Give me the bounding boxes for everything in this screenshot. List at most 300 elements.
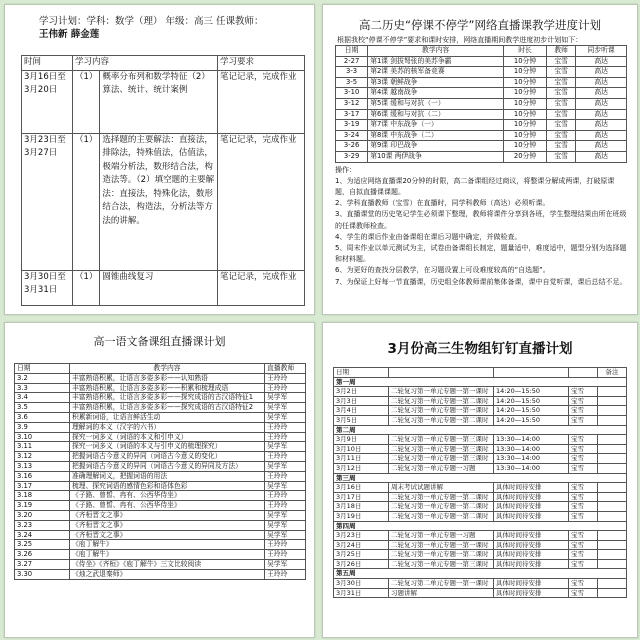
table-row: [336, 88, 627, 99]
date-cell: 3月16日至3月20日: [22, 70, 73, 133]
teacher-cell: 王玲玲: [265, 550, 306, 560]
history-plan-panel: [322, 4, 638, 315]
table-row: [15, 403, 306, 413]
date-cell: 3月30日至3月31日: [22, 270, 73, 305]
date-cell: 3月23日至3月27日: [22, 133, 73, 270]
lesson-cell: 第5课 缓和与对抗（一）: [368, 98, 504, 109]
table-row: [334, 444, 627, 454]
observer-cell: 高达: [576, 141, 627, 152]
table-row: [15, 540, 306, 550]
table-row: [334, 415, 627, 425]
content-cell: 二轮复习第一单元专题一第二课时: [389, 511, 494, 521]
time-cell: 13:30—14:00: [494, 463, 569, 473]
content-cell: 丰富熟语积累，让语言多姿多彩——探究成语的古汉语特征1: [70, 393, 265, 403]
teacher-cell: 宝雪: [569, 435, 598, 445]
math-plan-teachers: 王伟新 薛金莲: [39, 29, 100, 40]
table-row: [336, 141, 627, 152]
col-header: 教学内容: [368, 46, 504, 57]
col-header: 直播教师: [265, 364, 306, 374]
date-cell: 3.19: [15, 501, 70, 511]
date-cell: 3.2: [15, 373, 70, 383]
table-row: [336, 109, 627, 120]
remark-cell: [598, 406, 627, 416]
date-cell: 3.4: [15, 393, 70, 403]
date-cell: 3.24: [15, 530, 70, 540]
remark-cell: [598, 579, 627, 589]
content-cell: 二轮复习第一单元专题一第一课时: [389, 387, 494, 397]
col-header: 教师: [546, 46, 575, 57]
content-cell: 二轮复习第一单元专题一习题: [389, 531, 494, 541]
col-header: 日期: [15, 364, 70, 374]
chinese-plan-table: [14, 363, 306, 580]
date-cell: 3.16: [15, 471, 70, 481]
table-row: [334, 463, 627, 473]
week-label: 第二周: [334, 425, 627, 435]
date-cell: 3月18日: [334, 502, 389, 512]
teacher-cell: 宝雪: [569, 511, 598, 521]
date-cell: 3-19: [336, 120, 368, 131]
lesson-cell: 第3课 朝鲜战争: [368, 77, 504, 88]
remark-cell: [598, 396, 627, 406]
teacher-cell: 宝雪: [569, 454, 598, 464]
table-row: [334, 406, 627, 416]
date-cell: 3.9: [15, 422, 70, 432]
table-row: [334, 511, 627, 521]
content-cell: 探究一词多义（词语的本义与引申义的梳理探究）: [70, 442, 265, 452]
table-row: [334, 483, 627, 493]
teacher-cell: 宝雪: [569, 406, 598, 416]
date-cell: 3月26日: [334, 559, 389, 569]
teacher-cell: 宝雪: [569, 463, 598, 473]
observer-cell: 高达: [576, 67, 627, 78]
duration-cell: 10分钟: [504, 77, 547, 88]
date-cell: 3.5: [15, 403, 70, 413]
lesson-cell: 第6课 缓和与对抗（二）: [368, 109, 504, 120]
table-row: [334, 540, 627, 550]
table-row: [15, 383, 306, 393]
content-cell: 二轮复习第二单元专题一第一课时: [389, 579, 494, 589]
requirement-cell: 笔记记录，完成作业: [218, 133, 305, 270]
teacher-cell: 王玲玲: [265, 432, 306, 442]
date-cell: 3月12日: [334, 463, 389, 473]
date-cell: 3.26: [15, 550, 70, 560]
table-row: [334, 588, 627, 598]
content-cell: 周末考试试题讲解: [389, 483, 494, 493]
content-cell: 二轮复习第一单元专题一第二课时: [389, 502, 494, 512]
table-row: [15, 559, 306, 569]
table-row: [336, 120, 627, 131]
teacher-cell: 宝雪: [569, 396, 598, 406]
item-number: （1）: [73, 133, 100, 270]
teacher-cell: 王玲玲: [265, 501, 306, 511]
content-cell: 《齐桓晋文之事》: [70, 530, 265, 540]
table-row: [15, 501, 306, 511]
time-cell: 13:30—14:00: [494, 454, 569, 464]
week-label: 第四周: [334, 521, 627, 531]
teacher-cell: 宝雪: [569, 579, 598, 589]
col-header: 日期: [336, 46, 368, 57]
content-cell: 丰富熟语积累，让语言多姿多彩——积累和梳理成语: [70, 383, 265, 393]
teacher-cell: 宝雪: [546, 151, 575, 162]
observer-cell: 高达: [576, 77, 627, 88]
biology-plan-panel: [322, 322, 638, 638]
time-cell: 具体时间待安排: [494, 559, 569, 569]
teacher-cell: 宝雪: [569, 415, 598, 425]
remark-cell: [598, 435, 627, 445]
observer-cell: 高达: [576, 88, 627, 99]
date-cell: 3-24: [336, 130, 368, 141]
week-row: [334, 425, 627, 435]
table-row: [15, 393, 306, 403]
time-cell: 具体时间待安排: [494, 511, 569, 521]
table-row: [336, 67, 627, 78]
note-item: 4、学生的课后作业由备课组在课后习题中确定，并做检查。: [335, 232, 522, 241]
date-cell: 3月19日: [334, 511, 389, 521]
content-cell: 二轮复习第一单元专题一第三课时: [389, 454, 494, 464]
teacher-cell: 宝雪: [569, 444, 598, 454]
note-item: 2、学科直播教师（宝雪）在直播时，同学科教师（高达）必须听课。: [335, 199, 550, 208]
content-cell: 准确理解词义，把握词语的用法: [70, 471, 265, 481]
math-plan-panel: [4, 4, 315, 315]
teacher-cell: 宝雪: [569, 531, 598, 541]
duration-cell: 10分钟: [504, 141, 547, 152]
teacher-cell: 吴学军: [265, 510, 306, 520]
note-item: 7、为保证上好每一节直播课，历史组全体教师课前集体备课，课中自觉听课，课后总结不足。: [335, 277, 627, 286]
remark-cell: [598, 502, 627, 512]
duration-cell: 10分钟: [504, 88, 547, 99]
col-header: [389, 368, 494, 378]
observer-cell: 高达: [576, 109, 627, 120]
duration-cell: 10分钟: [504, 56, 547, 67]
content-cell: 二轮复习第一单元专题一第二课时: [389, 492, 494, 502]
time-cell: 具体时间待安排: [494, 550, 569, 560]
table-row: [15, 530, 306, 540]
history-plan-intro: 根据我校“停课不停学”要求和课时安排，网络直播期间教学进度初步计划如下：: [337, 36, 583, 44]
time-cell: 具体时间待安排: [494, 502, 569, 512]
time-cell: 具体时间待安排: [494, 483, 569, 493]
item-number: （1）: [73, 270, 100, 305]
content-cell: 圆锥曲线复习: [100, 270, 218, 305]
teacher-cell: 宝雪: [546, 130, 575, 141]
content-cell: 积累新词语，让语言鲜活生动: [70, 412, 265, 422]
table-row: [22, 133, 305, 270]
lesson-cell: 第10课 两伊战争: [368, 151, 504, 162]
date-cell: 3月11日: [334, 454, 389, 464]
teacher-cell: 宝雪: [546, 56, 575, 67]
content-cell: 理解词的本义（汉字的六书）: [70, 422, 265, 432]
teacher-cell: 吴学军: [265, 461, 306, 471]
table-row: [22, 270, 305, 305]
col-header: 时长: [504, 46, 547, 57]
teacher-cell: 宝雪: [569, 550, 598, 560]
duration-cell: 20分钟: [504, 151, 547, 162]
table-row: [22, 70, 305, 133]
remark-cell: [598, 540, 627, 550]
chinese-plan-panel: [4, 322, 315, 638]
date-cell: 3月16日: [334, 483, 389, 493]
table-row: [15, 461, 306, 471]
content-cell: 二轮复习第一单元专题一第三课时: [389, 559, 494, 569]
content-cell: 二轮复习第一单元专题一第一课时: [389, 540, 494, 550]
observer-cell: 高达: [576, 130, 627, 141]
date-cell: 3月2日: [334, 387, 389, 397]
content-cell: 二轮复习第一单元专题一第二课时: [389, 415, 494, 425]
content-cell: 《侍坐》《齐桓》《庖丁解牛》三文比较阅读: [70, 559, 265, 569]
date-cell: 3.13: [15, 461, 70, 471]
teacher-cell: 吴学军: [265, 559, 306, 569]
table-row: [336, 77, 627, 88]
teacher-cell: 吴学军: [265, 481, 306, 491]
content-cell: 二轮复习第一单元专题一第三课时: [389, 444, 494, 454]
time-cell: 具体时间待安排: [494, 579, 569, 589]
date-cell: 3-17: [336, 109, 368, 120]
biology-plan-table: [333, 367, 627, 598]
lesson-cell: 第9课 印巴战争: [368, 141, 504, 152]
math-plan-header: 学习计划：学科：数学（理） 年级：高三 任课教师：: [39, 16, 264, 27]
history-plan-notes: [323, 163, 637, 288]
date-cell: 3月3日: [334, 396, 389, 406]
requirement-cell: 笔记记录，完成作业: [218, 70, 305, 133]
date-cell: 3.10: [15, 432, 70, 442]
requirement-cell: 笔记记录，完成作业: [218, 270, 305, 305]
date-cell: 3月30日: [334, 579, 389, 589]
teacher-cell: 吴学军: [265, 520, 306, 530]
table-row: [334, 492, 627, 502]
teacher-cell: 王玲玲: [265, 373, 306, 383]
week-label: 第一周: [334, 377, 627, 387]
teacher-cell: 王玲玲: [265, 383, 306, 393]
table-row: [15, 510, 306, 520]
content-cell: 二轮复习第一单元专题一第二课时: [389, 550, 494, 560]
col-header: 同步听课: [576, 46, 627, 57]
teacher-cell: 吴学军: [265, 530, 306, 540]
teacher-cell: 宝雪: [569, 483, 598, 493]
content-cell: 《齐桓晋文之事》: [70, 510, 265, 520]
table-row: [334, 502, 627, 512]
content-cell: 把握词语古今意义的异同（词语古今意义的变化）: [70, 452, 265, 462]
table-row: [15, 471, 306, 481]
time-cell: 具体时间待安排: [494, 531, 569, 541]
item-number: （1）: [73, 70, 100, 133]
table-row: [15, 373, 306, 383]
time-cell: 具体时间待安排: [494, 540, 569, 550]
teacher-cell: 王玲玲: [265, 452, 306, 462]
teacher-cell: 宝雪: [546, 109, 575, 120]
teacher-cell: 吴学军: [265, 442, 306, 452]
lesson-cell: 第1课 剑拔弩张的美苏争霸: [368, 56, 504, 67]
remark-cell: [598, 511, 627, 521]
duration-cell: 10分钟: [504, 120, 547, 131]
remark-cell: [598, 559, 627, 569]
teacher-cell: 宝雪: [569, 502, 598, 512]
date-cell: 3月23日: [334, 531, 389, 541]
col-header: [494, 368, 569, 378]
date-cell: 3.27: [15, 559, 70, 569]
content-cell: 把握词语古今意义的异同（词语古今意义的异同及方法）: [70, 461, 265, 471]
observer-cell: 高达: [576, 98, 627, 109]
col-header: [569, 368, 598, 378]
col-header: 学习内容: [73, 56, 218, 71]
col-header: 时间: [22, 56, 73, 71]
content-cell: 概率分布列和数学特征（2）算法、统计、统计案例: [100, 70, 218, 133]
teacher-cell: 宝雪: [546, 88, 575, 99]
table-row: [336, 56, 627, 67]
content-cell: 梳理、探究词语的感情色彩和语体色彩: [70, 481, 265, 491]
table-row: [15, 412, 306, 422]
time-cell: 13:30—14:00: [494, 444, 569, 454]
remark-cell: [598, 492, 627, 502]
history-plan-table: [335, 45, 627, 163]
table-row: [15, 452, 306, 462]
table-row: [334, 435, 627, 445]
date-cell: 2-27: [336, 56, 368, 67]
time-cell: 14:20—15:50: [494, 415, 569, 425]
note-item: 6、为更好的查找分层教学，在习题设置上可设难度较高的“自选题”。: [335, 266, 550, 275]
content-cell: 二轮复习第一单元专题一习题: [389, 463, 494, 473]
content-cell: 二轮复习第一单元专题一第一课时: [389, 406, 494, 416]
time-cell: 13:30—14:00: [494, 435, 569, 445]
remark-cell: [598, 444, 627, 454]
teacher-cell: 宝雪: [546, 77, 575, 88]
week-row: [334, 377, 627, 387]
table-row: [334, 454, 627, 464]
remark-cell: [598, 531, 627, 541]
date-cell: 3-29: [336, 151, 368, 162]
time-cell: 具体时间待安排: [494, 588, 569, 598]
teacher-cell: 吴学军: [265, 393, 306, 403]
teacher-cell: 宝雪: [569, 588, 598, 598]
observer-cell: 高达: [576, 56, 627, 67]
date-cell: 3-5: [336, 77, 368, 88]
remark-cell: [598, 588, 627, 598]
observer-cell: 高达: [576, 120, 627, 131]
biology-plan-title: 3月份高三生物组钉钉直播计划: [387, 341, 573, 357]
date-cell: 3.30: [15, 569, 70, 579]
table-row: [334, 387, 627, 397]
date-cell: 3.17: [15, 481, 70, 491]
date-cell: 3月31日: [334, 588, 389, 598]
content-cell: 《齐桓晋文之事》: [70, 520, 265, 530]
remark-cell: [598, 387, 627, 397]
date-cell: 3-12: [336, 98, 368, 109]
table-row: [15, 569, 306, 579]
col-header: 学习要求: [218, 56, 305, 71]
table-row: [336, 130, 627, 141]
content-cell: 《子路、曾皙、冉有、公西华侍坐》: [70, 501, 265, 511]
content-cell: 探究一词多义（词语的本义和引申义）: [70, 432, 265, 442]
table-row: [334, 396, 627, 406]
table-row: [334, 531, 627, 541]
week-row: [334, 473, 627, 483]
content-cell: 《子路、曾皙、冉有、公西华侍坐》: [70, 491, 265, 501]
lesson-cell: 第4课 越南战争: [368, 88, 504, 99]
notes-heading: 操作：: [335, 165, 356, 174]
teacher-cell: 宝雪: [546, 98, 575, 109]
duration-cell: 10分钟: [504, 130, 547, 141]
teacher-cell: 宝雪: [546, 141, 575, 152]
note-item: 3、直播课堂的历史笔记学生必须课下整理，教师将课件分享到各班，学生整理结果由所在班级的任课教师检查。: [335, 210, 627, 230]
week-label: 第五周: [334, 569, 627, 579]
date-cell: 3-10: [336, 88, 368, 99]
teacher-cell: 宝雪: [546, 67, 575, 78]
remark-cell: [598, 550, 627, 560]
chinese-plan-title: 高一语文备课组直播课计划: [93, 335, 226, 348]
table-row: [15, 491, 306, 501]
content-cell: 丰富熟语积累，让语言多姿多彩——探究成语的古汉语特征2: [70, 403, 265, 413]
teacher-cell: 宝雪: [569, 492, 598, 502]
teacher-cell: 宝雪: [569, 387, 598, 397]
content-cell: 习题讲解: [389, 588, 494, 598]
content-cell: 《庖丁解牛》: [70, 550, 265, 560]
week-row: [334, 521, 627, 531]
table-row: [15, 432, 306, 442]
duration-cell: 10分钟: [504, 109, 547, 120]
week-row: [334, 569, 627, 579]
date-cell: 3.11: [15, 442, 70, 452]
date-cell: 3月9日: [334, 435, 389, 445]
col-header: 备注: [598, 368, 627, 378]
date-cell: 3月24日: [334, 540, 389, 550]
teacher-cell: 王玲玲: [265, 491, 306, 501]
date-cell: 3.25: [15, 540, 70, 550]
table-row: [15, 481, 306, 491]
date-cell: 3月25日: [334, 550, 389, 560]
teacher-cell: 王玲玲: [265, 569, 306, 579]
time-cell: 14:20—15:50: [494, 406, 569, 416]
table-row: [334, 559, 627, 569]
table-row: [334, 579, 627, 589]
date-cell: 3月10日: [334, 444, 389, 454]
lesson-cell: 第8课 中东战争（二）: [368, 130, 504, 141]
col-header: 教学内容: [70, 364, 265, 374]
content-cell: 二轮复习第一单元专题一第二课时: [389, 396, 494, 406]
date-cell: 3.3: [15, 383, 70, 393]
duration-cell: 10分钟: [504, 98, 547, 109]
teacher-cell: 王玲玲: [265, 540, 306, 550]
time-cell: 具体时间待安排: [494, 492, 569, 502]
time-cell: 14:20—15:50: [494, 387, 569, 397]
date-cell: 3.6: [15, 412, 70, 422]
table-row: [15, 520, 306, 530]
remark-cell: [598, 415, 627, 425]
remark-cell: [598, 463, 627, 473]
teacher-cell: 宝雪: [569, 559, 598, 569]
week-label: 第三周: [334, 473, 627, 483]
content-cell: 丰富熟语积累，让语言多姿多彩——认知熟语: [70, 373, 265, 383]
date-cell: 3月17日: [334, 492, 389, 502]
lesson-cell: 第7课 中东战争（一）: [368, 120, 504, 131]
math-plan-table: [21, 55, 305, 306]
table-row: [334, 550, 627, 560]
content-cell: 二轮复习第一单元专题一第三课时: [389, 435, 494, 445]
content-cell: 《烛之武退秦师》: [70, 569, 265, 579]
col-header: 日期: [334, 368, 389, 378]
date-cell: 3.23: [15, 520, 70, 530]
date-cell: 3月5日: [334, 415, 389, 425]
teacher-cell: 王玲玲: [265, 422, 306, 432]
table-row: [15, 422, 306, 432]
teacher-cell: 王玲玲: [265, 471, 306, 481]
date-cell: 3.18: [15, 491, 70, 501]
note-item: 1、为适应网络直播课20分钟的时限，高二备课组经过商议，将整课分解成两课，打破原课题，自拟直播课课题。: [335, 176, 615, 196]
date-cell: 3.12: [15, 452, 70, 462]
table-row: [15, 550, 306, 560]
content-cell: 选择题的主要解法：直接法，排除法，特殊值法，估值法，极端分析法，数形结合法，构造法等。（2）填空题的主要解法：直接法，特殊化法，数形结合法，构造法，分析法等方法的讲解。: [100, 133, 218, 270]
teacher-cell: 吴学军: [265, 403, 306, 413]
table-row: [15, 442, 306, 452]
date-cell: 3.20: [15, 510, 70, 520]
remark-cell: [598, 483, 627, 493]
